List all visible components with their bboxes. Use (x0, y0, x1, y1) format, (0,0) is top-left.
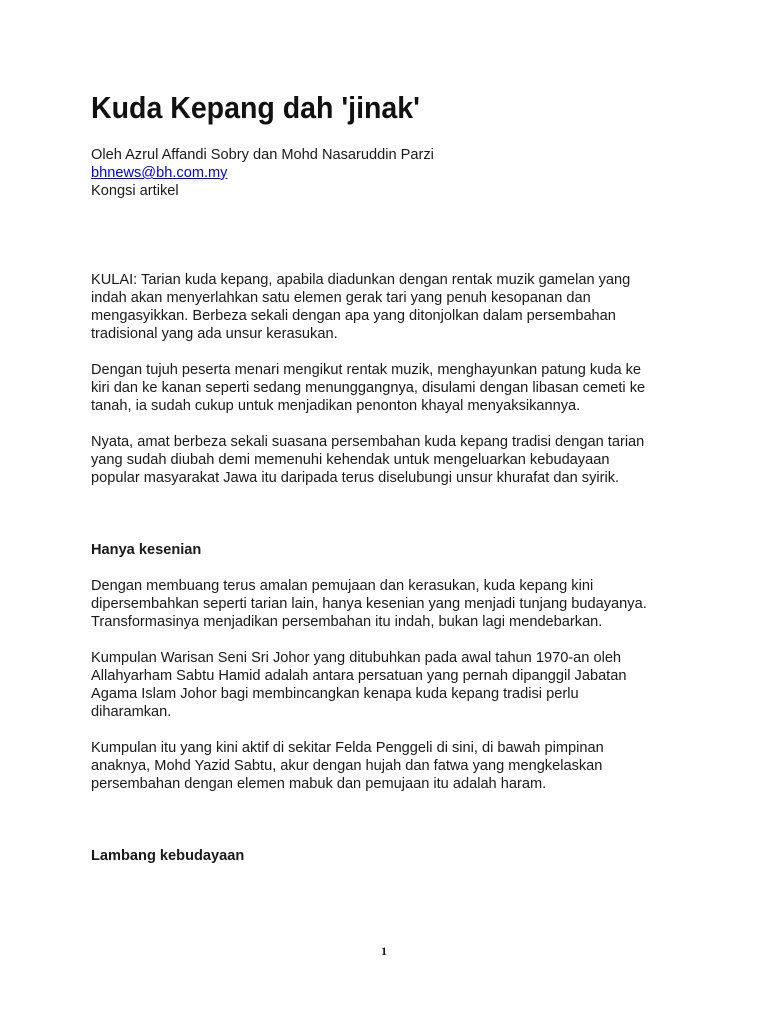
byline: Oleh Azrul Affandi Sobry dan Mohd Nasaruddin Parzi (91, 147, 434, 163)
text-line: Kumpulan itu yang kini aktif di sekitar Felda Penggeli di sini, di bawah pimpinan (91, 740, 604, 756)
text-line: indah akan menyerlahkan satu elemen gerak tari yang penuh kesopanan dan (91, 290, 591, 306)
text-line: anaknya, Mohd Yazid Sabtu, akur dengan hujah dan fatwa yang mengkelaskan (91, 758, 603, 774)
paragraph-4 (91, 577, 691, 631)
text-line: KULAI: Tarian kuda kepang, apabila diadunkan dengan rentak muzik gamelan yang (91, 272, 631, 288)
text-line: Allahyarham Sabtu Hamid adalah antara persatuan yang pernah dipanggil Jabatan (91, 668, 627, 684)
article-title: Kuda Kepang dah 'jinak' (91, 90, 420, 125)
text-line: tradisional yang ada unsur kerasukan. (91, 326, 338, 342)
article-meta (91, 146, 434, 200)
text-line: diharamkan. (91, 704, 172, 720)
text-line: tanah, ia sudah cukup untuk menjadikan penonton khayal menyaksikannya. (91, 398, 581, 414)
text-line: Agama Islam Johor bagi membincangkan kenapa kuda kepang tradisi perlu (91, 686, 579, 702)
paragraph-intro (91, 271, 691, 343)
text-line: Dengan membuang terus amalan pemujaan dan kerasukan, kuda kepang kini (91, 578, 594, 594)
text-line: popular masyarakat Jawa itu daripada terus diselubungi unsur khurafat dan syirik. (91, 470, 620, 486)
paragraph-2 (91, 361, 691, 415)
text-line: kiri dan ke kanan seperti sedang menunggangnya, disulami dengan libasan cemeti ke (91, 380, 646, 396)
paragraph-6 (91, 739, 691, 793)
section-heading-hanya-kesenian: Hanya kesenian (91, 542, 202, 558)
text-line: yang sudah diubah demi memenuhi kehendak untuk mengeluarkan kebudayaan (91, 452, 610, 468)
text-line: Kumpulan Warisan Seni Sri Johor yang ditubuhkan pada awal tahun 1970-an oleh (91, 650, 622, 666)
paragraph-3 (91, 433, 691, 487)
text-line: Nyata, amat berbeza sekali suasana persembahan kuda kepang tradisi dengan tarian (91, 434, 645, 450)
text-line: Dengan tujuh peserta menari mengikut rentak muzik, menghayunkan patung kuda ke (91, 362, 642, 378)
text-line: Transformasinya menjadikan persembahan itu indah, bukan lagi mendebarkan. (91, 614, 603, 630)
share-link[interactable]: Kongsi artikel (91, 183, 179, 199)
page-number: 1 (381, 944, 387, 958)
email-link[interactable]: bhnews@bh.com.my (91, 165, 228, 181)
text-line: mengasyikkan. Berbeza sekali dengan apa yang ditonjolkan dalam persembahan (91, 308, 616, 324)
section-heading-lambang-kebudayaan: Lambang kebudayaan (91, 848, 245, 864)
text-line: persembahan dengan elemen mabuk dan pemujaan itu adalah haram. (91, 776, 547, 792)
paragraph-5 (91, 649, 691, 721)
text-line: dipersembahkan seperti tarian lain, hanya kesenian yang menjadi tunjang budayanya. (91, 596, 647, 612)
